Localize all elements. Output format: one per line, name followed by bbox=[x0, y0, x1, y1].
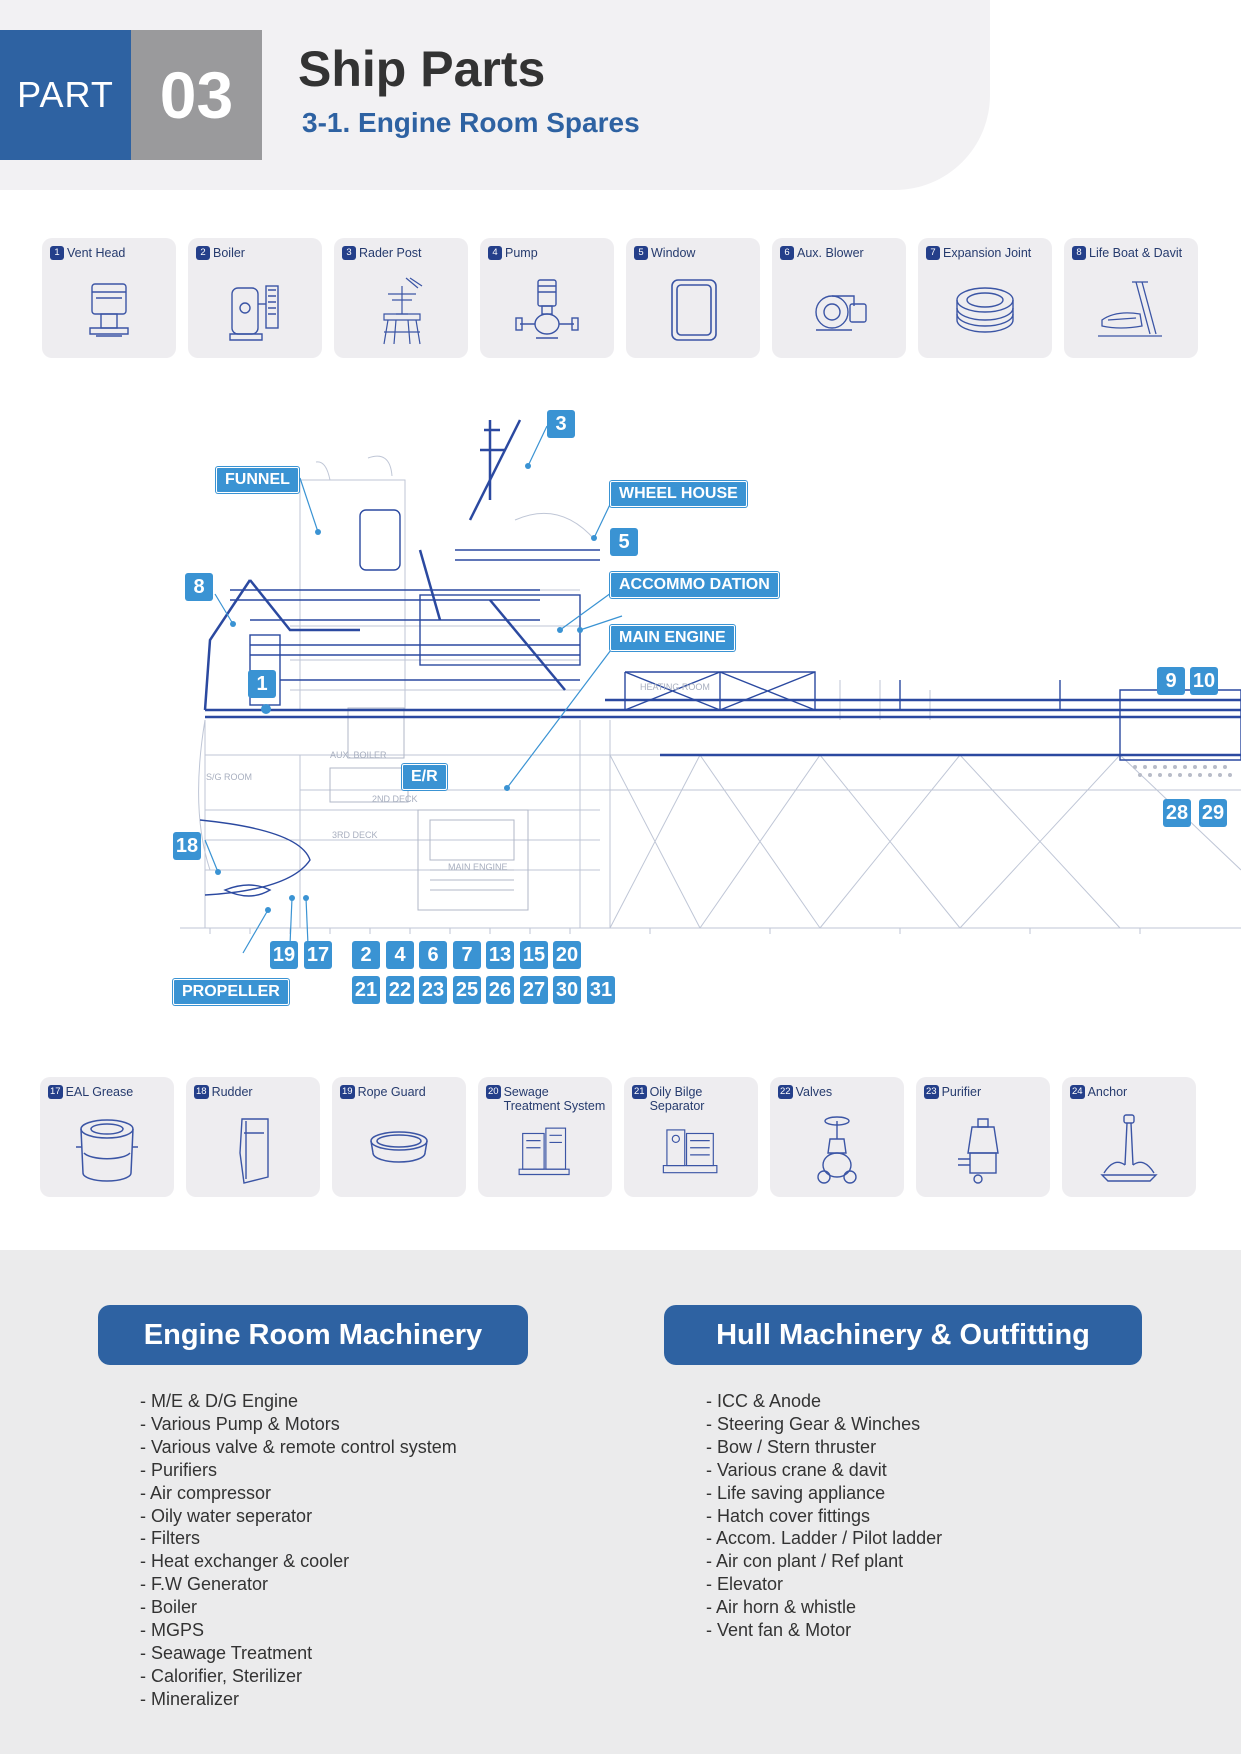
part-card-aux-blower[interactable] bbox=[772, 238, 906, 358]
part-label: Sewage bbox=[503, 1085, 549, 1099]
label-propeller: PROPELLER bbox=[173, 979, 289, 1005]
part-label-line-2: Treatment System bbox=[503, 1099, 606, 1113]
callout-19[interactable]: 19 bbox=[270, 941, 298, 969]
expansion-joint-icon bbox=[950, 274, 1020, 348]
part-card-eal-grease[interactable] bbox=[40, 1077, 174, 1197]
callout-30[interactable]: 30 bbox=[553, 976, 581, 1004]
part-number-badge: 20 bbox=[488, 1086, 499, 1097]
part-card-valves[interactable] bbox=[770, 1077, 904, 1197]
faint-label: AUX. BOILER bbox=[330, 750, 387, 760]
list-item: - Air horn & whistle bbox=[706, 1596, 942, 1619]
valve-icon bbox=[802, 1113, 872, 1187]
list-item: - Calorifier, Sterilizer bbox=[140, 1665, 457, 1688]
vent-head-icon bbox=[74, 274, 144, 348]
list-item: - Boiler bbox=[140, 1596, 457, 1619]
list-item: - ICC & Anode bbox=[706, 1390, 942, 1413]
list-item: - Hatch cover fittings bbox=[706, 1505, 942, 1528]
part-number-badge: 2 bbox=[196, 246, 210, 260]
part-card-life-boat[interactable] bbox=[1064, 238, 1198, 358]
engine-room-heading: Engine Room Machinery bbox=[98, 1305, 528, 1365]
label-accommodation: ACCOMMO DATION bbox=[610, 572, 779, 598]
engine-room-list bbox=[140, 1390, 457, 1711]
list-item: - M/E & D/G Engine bbox=[140, 1390, 457, 1413]
rudder-icon bbox=[218, 1113, 288, 1187]
part-label: Purifier bbox=[941, 1085, 982, 1099]
part-number-badge: 1 bbox=[50, 246, 64, 260]
list-item: - Life saving appliance bbox=[706, 1482, 942, 1505]
faint-label: 2ND DECK bbox=[372, 794, 418, 804]
part-number-badge: 3 bbox=[342, 246, 356, 260]
part-label: Rope Guard bbox=[357, 1085, 426, 1099]
callout-22[interactable]: 22 bbox=[386, 976, 414, 1004]
callout-25[interactable]: 25 bbox=[453, 976, 481, 1004]
part-card-boiler[interactable] bbox=[188, 238, 322, 358]
part-card-window[interactable] bbox=[626, 238, 760, 358]
list-item: - Accom. Ladder / Pilot ladder bbox=[706, 1527, 942, 1550]
part-number-badge: 24 bbox=[1072, 1086, 1083, 1097]
callout-28[interactable]: 28 bbox=[1163, 799, 1191, 827]
part-number-badge: 19 bbox=[342, 1086, 353, 1097]
callout-10[interactable]: 10 bbox=[1190, 667, 1218, 695]
part-label: Valves bbox=[795, 1085, 833, 1099]
part-card-oily-bilge[interactable] bbox=[624, 1077, 758, 1197]
part-label: Aux. Blower bbox=[797, 246, 864, 260]
part-label: EAL Grease bbox=[65, 1085, 134, 1099]
callout-6[interactable]: 6 bbox=[419, 941, 447, 969]
part-number-badge: 8 bbox=[1072, 246, 1086, 260]
callout-27[interactable]: 27 bbox=[520, 976, 548, 1004]
hull-machinery-heading: Hull Machinery & Outfitting bbox=[664, 1305, 1142, 1365]
list-item: - Various Pump & Motors bbox=[140, 1413, 457, 1436]
callout-23[interactable]: 23 bbox=[419, 976, 447, 1004]
part-label: Pump bbox=[505, 246, 538, 260]
page-title: Ship Parts bbox=[298, 41, 546, 97]
list-item: - Purifiers bbox=[140, 1459, 457, 1482]
part-number-badge: 6 bbox=[780, 246, 794, 260]
callout-15[interactable]: 15 bbox=[520, 941, 548, 969]
faint-label: 3RD DECK bbox=[332, 830, 378, 840]
part-label: Life Boat & Davit bbox=[1089, 246, 1183, 260]
list-item: - Oily water seperator bbox=[140, 1505, 457, 1528]
label-wheel-house: WHEEL HOUSE bbox=[610, 481, 747, 507]
anchor-icon bbox=[1094, 1113, 1164, 1187]
label-engine-room: E/R bbox=[402, 764, 447, 790]
bottom-parts-row bbox=[40, 1077, 1198, 1197]
bilge-separator-icon bbox=[656, 1121, 726, 1187]
callout-18[interactable]: 18 bbox=[173, 832, 201, 860]
callout-7[interactable]: 7 bbox=[453, 941, 481, 969]
list-item: - Mineralizer bbox=[140, 1688, 457, 1711]
list-item: - MGPS bbox=[140, 1619, 457, 1642]
list-item: - Heat exchanger & cooler bbox=[140, 1550, 457, 1573]
part-card-rope-guard[interactable] bbox=[332, 1077, 466, 1197]
callout-26[interactable]: 26 bbox=[486, 976, 514, 1004]
faint-label: HEATING ROOM bbox=[640, 682, 710, 692]
list-item: - Vent fan & Motor bbox=[706, 1619, 942, 1642]
part-number-badge: 5 bbox=[634, 246, 648, 260]
list-item: - Steering Gear & Winches bbox=[706, 1413, 942, 1436]
part-label: Rudder bbox=[211, 1085, 253, 1099]
part-label: Boiler bbox=[213, 246, 245, 260]
rader-post-icon bbox=[366, 274, 436, 348]
sewage-icon bbox=[510, 1121, 580, 1187]
page-subtitle: 3-1. Engine Room Spares bbox=[302, 107, 640, 138]
part-card-vent-head[interactable] bbox=[42, 238, 176, 358]
callout-3[interactable]: 3 bbox=[547, 410, 575, 438]
top-parts-row bbox=[42, 238, 1200, 358]
callout-31[interactable]: 31 bbox=[587, 976, 615, 1004]
part-card-sewage[interactable] bbox=[478, 1077, 612, 1197]
callout-4[interactable]: 4 bbox=[386, 941, 414, 969]
list-item: - Air con plant / Ref plant bbox=[706, 1550, 942, 1573]
list-item: - F.W Generator bbox=[140, 1573, 457, 1596]
pump-icon bbox=[512, 274, 582, 348]
part-label: Rader Post bbox=[359, 246, 422, 260]
grease-icon bbox=[72, 1113, 142, 1187]
list-item: - Elevator bbox=[706, 1573, 942, 1596]
part-number-badge: 22 bbox=[780, 1086, 791, 1097]
part-number-badge: 4 bbox=[488, 246, 502, 260]
part-number: 03 bbox=[131, 30, 262, 160]
list-item: - Air compressor bbox=[140, 1482, 457, 1505]
faint-label: MAIN ENGINE bbox=[448, 862, 508, 872]
label-main-engine: MAIN ENGINE bbox=[610, 625, 735, 651]
ship-diagram bbox=[0, 390, 1241, 1020]
callout-17[interactable]: 17 bbox=[304, 941, 332, 969]
callout-2[interactable]: 2 bbox=[352, 941, 380, 969]
boiler-icon bbox=[220, 274, 290, 348]
callout-21[interactable]: 21 bbox=[352, 976, 380, 1004]
callout-1[interactable]: 1 bbox=[248, 670, 276, 698]
part-label: Expansion Joint bbox=[943, 246, 1032, 260]
part-number-badge: 17 bbox=[50, 1086, 61, 1097]
faint-label: S/G ROOM bbox=[206, 772, 253, 782]
purifier-icon bbox=[948, 1113, 1018, 1187]
part-label: Vent Head bbox=[67, 246, 126, 260]
part-label: Anchor bbox=[1087, 1085, 1128, 1099]
callout-9[interactable]: 9 bbox=[1157, 667, 1185, 695]
callout-29[interactable]: 29 bbox=[1199, 799, 1227, 827]
list-item: - Bow / Stern thruster bbox=[706, 1436, 942, 1459]
part-card-purifier[interactable] bbox=[916, 1077, 1050, 1197]
part-number-badge: 18 bbox=[196, 1086, 207, 1097]
list-item: - Various crane & davit bbox=[706, 1459, 942, 1482]
part-number-badge: 21 bbox=[634, 1086, 645, 1097]
part-label-line-2: Separator bbox=[649, 1099, 705, 1113]
part-card-rudder[interactable] bbox=[186, 1077, 320, 1197]
callout-5[interactable]: 5 bbox=[610, 528, 638, 556]
hull-machinery-list bbox=[706, 1390, 942, 1642]
rope-guard-icon bbox=[364, 1113, 434, 1187]
part-label: PART bbox=[0, 30, 131, 160]
life-boat-icon bbox=[1096, 274, 1166, 348]
list-item: - Filters bbox=[140, 1527, 457, 1550]
part-card-expansion-joint[interactable] bbox=[918, 238, 1052, 358]
label-funnel: FUNNEL bbox=[216, 467, 299, 493]
part-card-pump[interactable] bbox=[480, 238, 614, 358]
blower-icon bbox=[804, 274, 874, 348]
part-label: Window bbox=[651, 246, 696, 260]
part-number-badge: 23 bbox=[926, 1086, 937, 1097]
callout-13[interactable]: 13 bbox=[486, 941, 514, 969]
list-item: - Seawage Treatment bbox=[140, 1642, 457, 1665]
part-label: Oily Bilge bbox=[649, 1085, 703, 1099]
part-card-anchor[interactable] bbox=[1062, 1077, 1196, 1197]
window-icon bbox=[658, 274, 728, 348]
part-number-badge: 7 bbox=[926, 246, 940, 260]
part-card-rader-post[interactable] bbox=[334, 238, 468, 358]
list-item: - Various valve & remote control system bbox=[140, 1436, 457, 1459]
callout-8[interactable]: 8 bbox=[185, 573, 213, 601]
callout-20[interactable]: 20 bbox=[553, 941, 581, 969]
